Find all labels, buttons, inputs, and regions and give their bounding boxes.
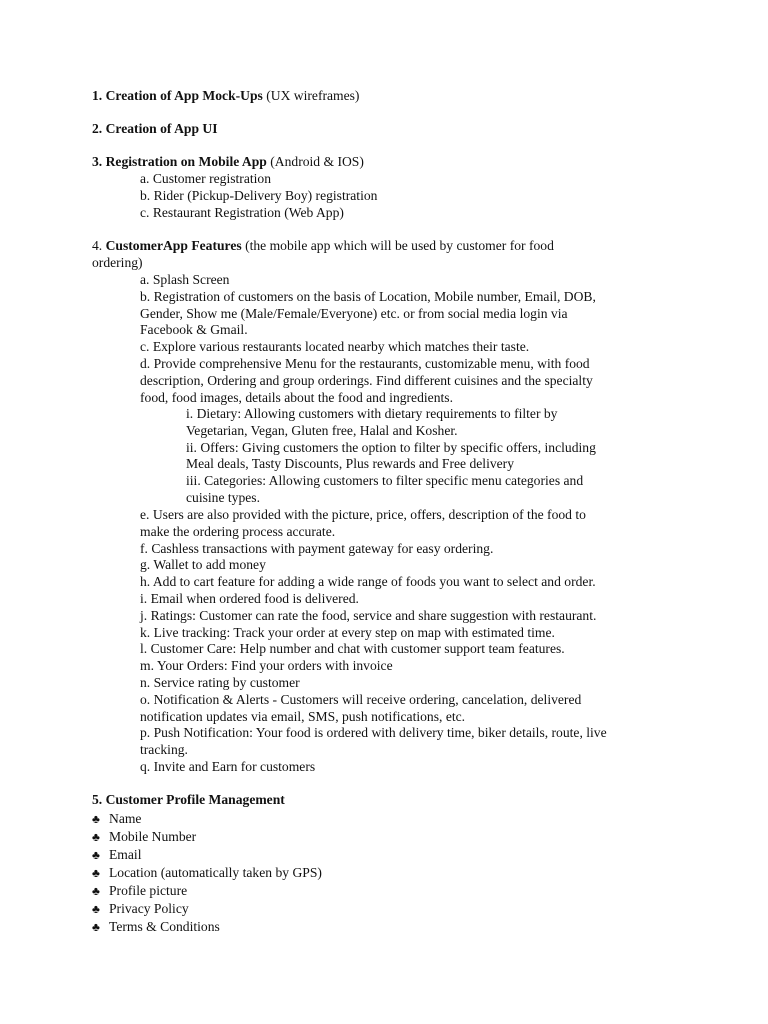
club-icon: ♣ xyxy=(92,830,100,844)
list-item-continued: tracking. xyxy=(140,742,188,758)
list-item: k. Live tracking: Track your order at every step on map with estimated time. xyxy=(140,624,555,640)
section-1-number: 1. xyxy=(92,88,103,103)
sub-list-item: i. Dietary: Allowing customers with dietary requirements to filter by xyxy=(186,406,558,421)
bullet-item: ♣ Location (automatically taken by GPS) xyxy=(92,865,322,880)
bullet-item: ♣ Privacy Policy xyxy=(92,901,189,916)
section-2-title: Creation of App UI xyxy=(105,121,218,136)
sub-list-item-continued: Meal deals, Tasty Discounts, Plus rewards and Free delivery xyxy=(186,456,514,472)
list-item: g. Wallet to add money xyxy=(140,557,266,573)
section-3-number: 3. xyxy=(92,154,103,169)
list-item: l. Customer Care: Help number and chat with customer support team features. xyxy=(140,641,565,657)
section-4-list-top xyxy=(140,272,596,406)
list-item: j. Ratings: Customer can rate the food, service and share suggestion with restaurant. xyxy=(140,607,597,623)
section-5-number: 5. xyxy=(92,792,103,807)
bullet-item: ♣ Terms & Conditions xyxy=(92,919,220,934)
sub-list-item: ii. Offers: Giving customers the option to filter by specific offers, including xyxy=(186,439,596,455)
section-3-note: (Android & IOS) xyxy=(266,154,364,169)
section-5-title: Customer Profile Management xyxy=(105,792,285,807)
list-item: d. Provide comprehensive Menu for the restaurants, customizable menu, with food xyxy=(140,355,590,371)
list-item: i. Email when ordered food is delivered. xyxy=(140,590,359,606)
section-3-list xyxy=(140,171,377,221)
list-item: m. Your Orders: Find your orders with invoice xyxy=(140,658,393,674)
list-item: e. Users are also provided with the picture, price, offers, description of the food to xyxy=(140,507,586,522)
list-item: p. Push Notification: Your food is ordered with delivery time, biker details, route, live xyxy=(140,725,607,741)
section-3-heading xyxy=(92,154,364,171)
section-5-list xyxy=(92,810,322,936)
sub-list-item-continued: Vegetarian, Vegan, Gluten free, Halal and Kosher. xyxy=(186,422,458,438)
list-item-continued: Gender, Show me (Male/Female/Everyone) etc. or from social media login via xyxy=(140,305,568,321)
section-3-title: Registration on Mobile App xyxy=(105,154,267,169)
list-item: c. Restaurant Registration (Web App) xyxy=(140,204,344,220)
list-item: o. Notification & Alerts - Customers will receive ordering, cancelation, delivered xyxy=(140,691,582,707)
club-icon: ♣ xyxy=(92,812,100,826)
bullet-item: ♣ Email xyxy=(92,847,142,862)
list-item-continued: make the ordering process accurate. xyxy=(140,523,336,539)
list-item-continued: description, Ordering and group orderings. Find different cuisines and the specialty xyxy=(140,372,593,388)
club-icon: ♣ xyxy=(92,884,100,898)
list-item: c. Explore various restaurants located nearby which matches their taste. xyxy=(140,339,530,355)
bullet-item: ♣ Profile picture xyxy=(92,883,188,898)
list-item: n. Service rating by customer xyxy=(140,674,300,690)
club-icon: ♣ xyxy=(92,866,100,880)
list-item: q. Invite and Earn for customers xyxy=(140,758,316,774)
section-1-title: Creation of App Mock-Ups xyxy=(105,88,263,103)
list-item: a. Customer registration xyxy=(140,171,271,186)
sub-list-item: iii. Categories: Allowing customers to filter specific menu categories and xyxy=(186,473,584,489)
section-2-heading xyxy=(92,121,218,138)
section-4-title: CustomerApp Features xyxy=(105,238,242,253)
list-item-continued: notification updates via email, SMS, push notifications, etc. xyxy=(140,708,466,724)
list-item-continued: Facebook & Gmail. xyxy=(140,322,248,338)
list-item: h. Add to cart feature for adding a wide range of foods you want to select and order. xyxy=(140,574,596,590)
list-item: b. Rider (Pickup-Delivery Boy) registration xyxy=(140,187,378,203)
club-icon: ♣ xyxy=(92,920,100,934)
list-item: a. Splash Screen xyxy=(140,272,230,287)
bullet-item: ♣ Name xyxy=(92,811,142,826)
section-4-list-bottom xyxy=(140,507,607,776)
list-item: f. Cashless transactions with payment gateway for easy ordering. xyxy=(140,540,494,556)
sub-list-item-continued: cuisine types. xyxy=(186,489,260,505)
section-2-number: 2. xyxy=(92,121,103,136)
section-5-heading xyxy=(92,792,285,809)
section-4-number: 4. xyxy=(92,238,103,253)
section-4-note-continued: ordering) xyxy=(92,254,143,270)
section-4-heading xyxy=(92,238,554,272)
section-4-sublist xyxy=(186,406,596,507)
section-4-note: (the mobile app which will be used by customer for food xyxy=(241,238,554,253)
bullet-item: ♣ Mobile Number xyxy=(92,829,197,844)
section-1-heading xyxy=(92,88,359,105)
list-item: b. Registration of customers on the basis of Location, Mobile number, Email, DOB, xyxy=(140,288,596,304)
section-1-note: (UX wireframes) xyxy=(262,88,360,103)
list-item-continued: food, food images, details about the food and ingredients. xyxy=(140,389,453,405)
club-icon: ♣ xyxy=(92,902,100,916)
club-icon: ♣ xyxy=(92,848,100,862)
